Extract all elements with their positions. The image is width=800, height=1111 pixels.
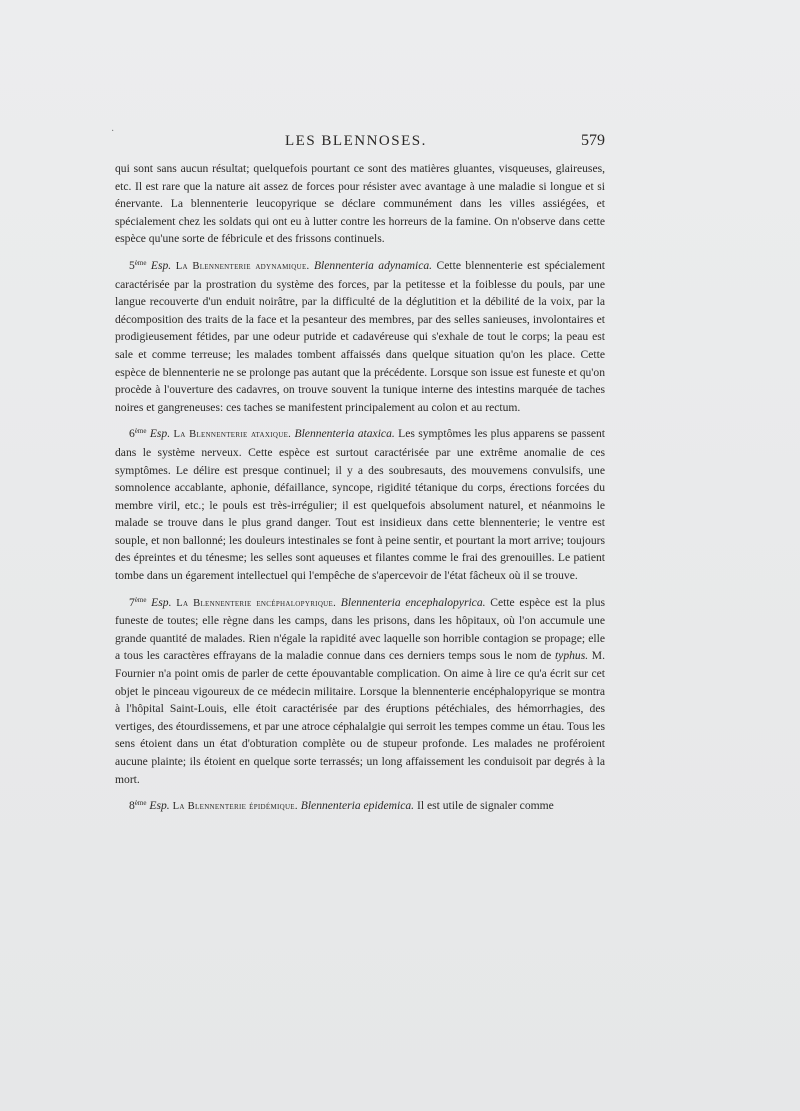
text-run: M. Fournier n'a point omis de parler de cette épouvantable complication. On aime à lire ce qu'a écrit sur cet objet le pinceau vigoureux de ce médecin militaire. Lorsque la blennenterie encéphalopyrique se montra à l'hôpital Saint-Louis, elle étoit caractérisée par des éruptions pétéchiales, des hémorrhagies, des vertiges, des étourdissemens, et par une atroce céphalalgie qui serroit les tempes comme un étau. Tous les sens étoient dans un état d'obturation complète ou de stupeur profonde. Les malades ne proféroient aucune plainte; ils étoient en quelque sorte terrassés; un long affaissement les conduisoit par degrés à la mort. bbox=[115, 649, 605, 786]
text-run: qui sont sans aucun résultat; quelquefois pourtant ce sont des matières gluantes, visqueuses, glaireuses, etc. Il est rare que la nature ait assez de forces pour résister avec avantage à une maladie si longue et si énervante. La blennenterie leucopyrique se déclare communément dans les villes assiégées, et spécialement chez les soldats qui ont eu à lutter contre les horreurs de la famine. On n'observe dans cette espèce qu'une sorte de fébricule et des frissons continuels. bbox=[115, 162, 605, 246]
paragraph-species-5 bbox=[115, 257, 605, 416]
text-run: 5 bbox=[129, 258, 135, 272]
text-run: Esp. bbox=[146, 595, 172, 609]
text-run: La Blennenterie ataxique. bbox=[170, 429, 292, 441]
paragraph-species-8 bbox=[115, 797, 605, 816]
text-run: typhus. bbox=[554, 649, 589, 663]
text-run: Esp. bbox=[146, 258, 172, 272]
text-run: Cette blennenterie est spécialement caractérisée par la prostration du système des forces, par la petitesse et la foiblesse du pouls, par une langue recouverte d'un enduit noirâtre, par la difficulté de la déglutition et la débilité de la voix, par la décomposition des traits de la face et la pesanteur des membres, par des selles sanieuses, involontaires et prodigieusement fétides, par une odeur putride et cadavéreuse qui s'exhale de tout le corps; la peau est sale et comme terreuse; les malades tombent affaissés dans quelque situation qu'on les place. Cette espèce de blennenterie ne se prolonge pas autant que la précédente. Lorsque son issue est funeste et qu'on procède à l'ouverture des cadavres, on trouve souvent la tunique interne des intestins marquée de taches noires et gangreneuses: ces taches se manifestent principalement au colon et au rectum. bbox=[115, 258, 606, 414]
text-run: Blennenteria adynamica. bbox=[309, 258, 433, 272]
text-run: ème bbox=[134, 258, 147, 267]
text-run: ème bbox=[134, 595, 147, 604]
text-run: ème bbox=[134, 427, 147, 436]
text-run: ème bbox=[134, 799, 147, 808]
text-run: 7 bbox=[129, 595, 135, 609]
text-run: Blennenteria ataxica. bbox=[291, 427, 395, 441]
text-run: Il est utile de signaler comme bbox=[414, 799, 554, 813]
page-number: 579 bbox=[581, 132, 605, 149]
text-run: Blennenteria encephalopyrica. bbox=[336, 595, 486, 609]
text-run: La Blennenterie encéphalopyrique. bbox=[171, 597, 337, 609]
text-run: Cette espèce est la plus funeste de toutes; elle règne dans les camps, dans les prisons, dans les hôpitaux, où l'on accumule une grande quantité de malades. Rien n'égale la rapidité avec laquelle son horrible contagion se propage; elle a tous les caractères effrayans de la maladie connue dans ces derniers temps sous le nom de bbox=[115, 595, 606, 663]
page-header bbox=[115, 133, 605, 155]
text-run: La Blennenterie épidémique. bbox=[169, 801, 298, 813]
text-run: Les symptômes les plus apparens se passent dans le système nerveux. Cette espèce est surtout caractérisée par une extrême anomalie de ces symptômes. Le délire est presque continuel; il y a des soubresauts, des mouvemens convulsifs, une somnolence accablante, aphonie, défaillance, syncope, rigidité tétanique du corps, érections forcées du membre viril, etc.; le pouls est très-irrégulier; il est quelquefois absolument naturel, et néanmoins le malade se trouve dans le plus grand danger. Tout est insidieux dans cette blennenterie; le ventre est souple, et non ballonné; les douleurs intestinales se font à peine sentir, et pourtant la mort arrive; toujours des épreintes et du ténesme; les selles sont aqueuses et filantes comme le frai des grenouilles. Le patient tombe dans un égarement intellectuel qui l'empêche de s'apercevoir de l'état fâcheux où il se trouve. bbox=[115, 427, 606, 583]
text-run: 8 bbox=[129, 799, 135, 813]
paragraph-continuation bbox=[115, 160, 605, 248]
text-run: La Blennenterie adynamique. bbox=[171, 260, 310, 272]
text-run: Esp. bbox=[146, 427, 171, 441]
text-run: Esp. bbox=[146, 799, 170, 813]
paper-speck: · bbox=[111, 126, 115, 137]
paragraph-species-7 bbox=[115, 594, 605, 789]
body-text bbox=[115, 160, 605, 825]
running-title: LES BLENNOSES. bbox=[285, 133, 427, 149]
paragraph-species-6 bbox=[115, 425, 605, 584]
text-run: Blennenteria epidemica. bbox=[297, 799, 415, 813]
text-run: 6 bbox=[129, 427, 135, 441]
